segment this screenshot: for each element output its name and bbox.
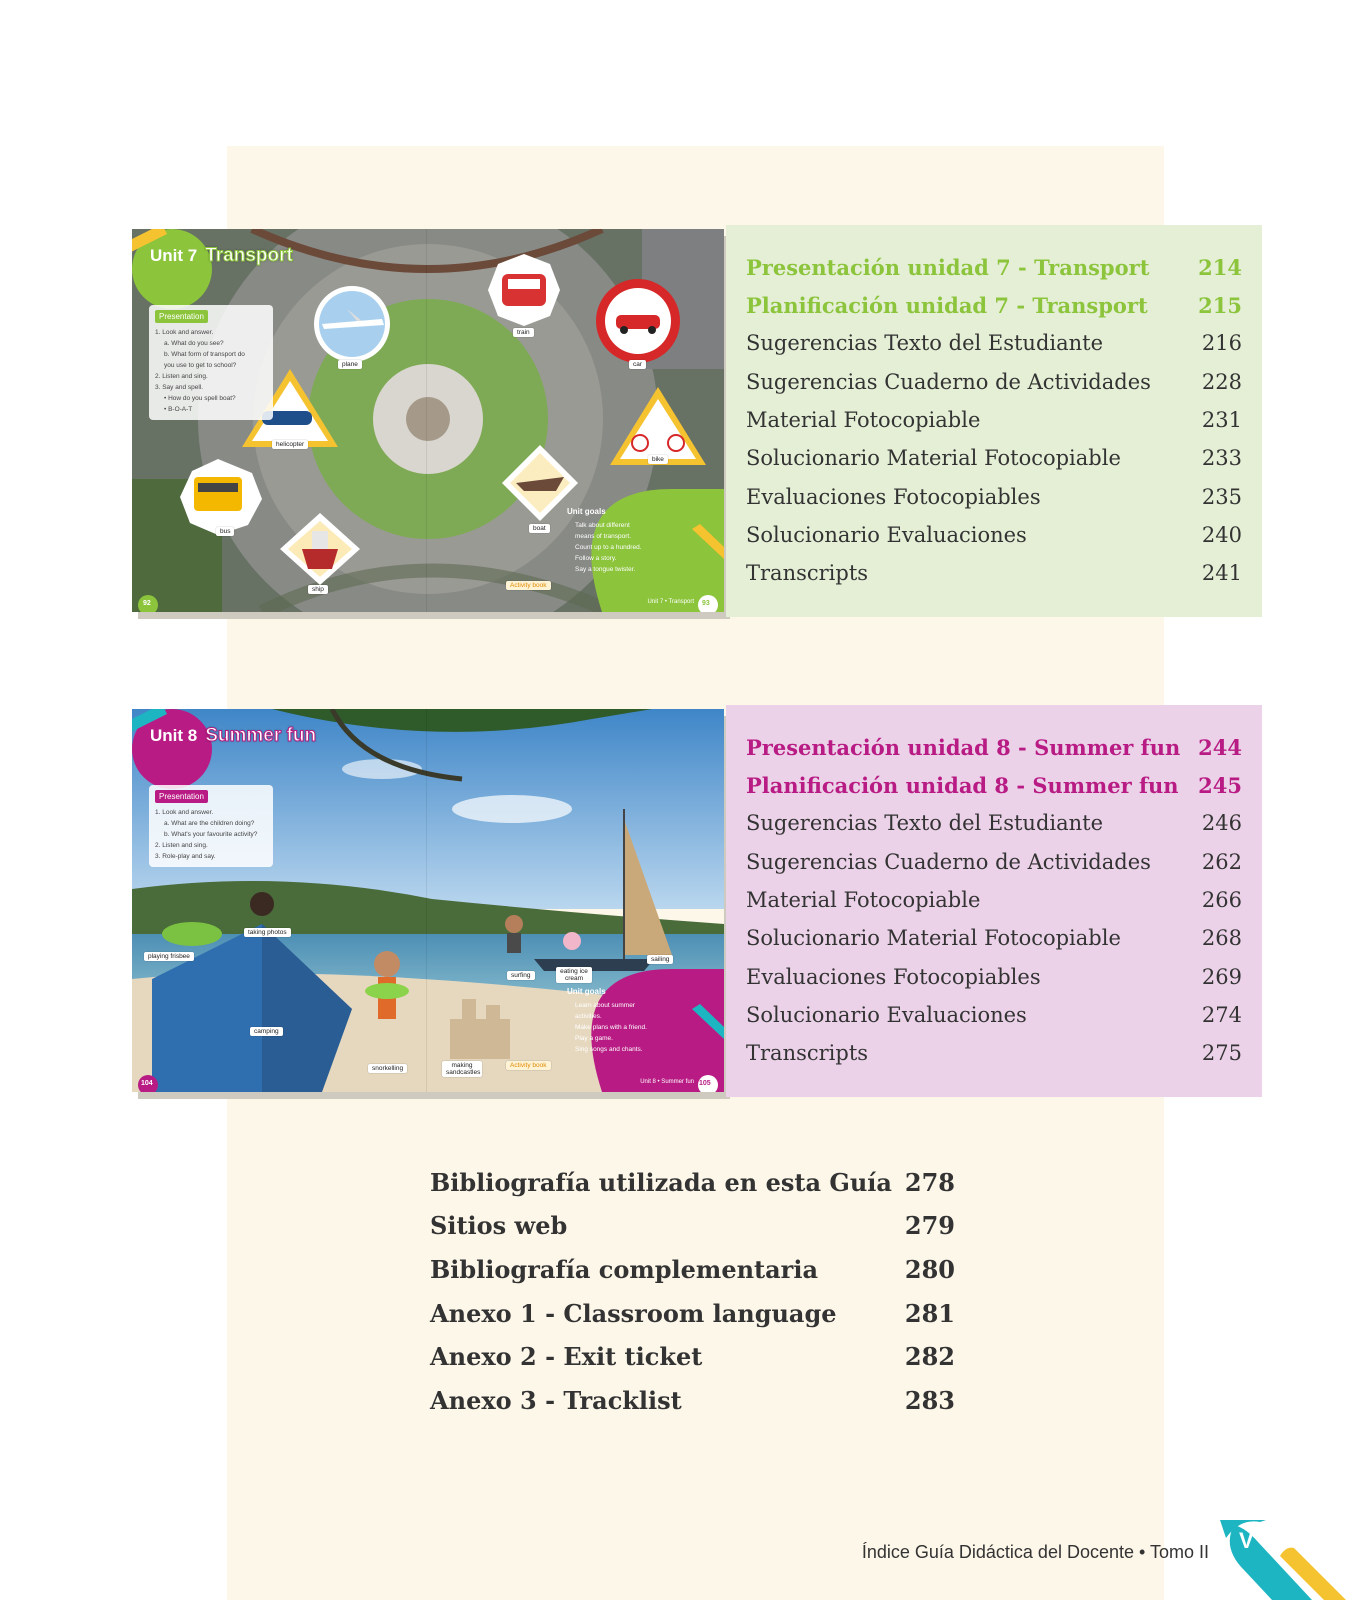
- toc-entry[interactable]: [746, 561, 1242, 591]
- page-number-tab: [1220, 1520, 1350, 1600]
- toc-entry-title: Solucionario Material Fotocopiable: [746, 926, 1121, 950]
- toc-entry-page: 266: [1201, 888, 1242, 912]
- toc-entry-page: 241: [1201, 561, 1242, 585]
- activity-label: making sandcastles: [442, 1061, 482, 1077]
- vehicle-label: train: [513, 328, 534, 337]
- goal-item: Say a tongue twister.: [575, 566, 636, 573]
- toc-entry[interactable]: [746, 1003, 1242, 1033]
- presentation-line: • B-O-A-T: [164, 406, 193, 413]
- toc-entry-title: Evaluaciones Fotocopiables: [746, 485, 1041, 509]
- toc-entry-page: 215: [1198, 293, 1242, 318]
- spread-gutter: [426, 709, 427, 1092]
- back-matter-page: 281: [904, 1299, 955, 1328]
- unit8-textbook-spread: [132, 709, 724, 1092]
- page-number-roman: V: [1239, 1528, 1254, 1553]
- toc-entry[interactable]: [746, 523, 1242, 553]
- activity-label: sailing: [647, 955, 673, 964]
- back-matter-title: Bibliografía complementaria: [430, 1255, 818, 1284]
- unit8-title: [150, 725, 316, 747]
- unit8-page-left: 104: [141, 1080, 153, 1087]
- toc-entry[interactable]: [746, 408, 1242, 438]
- toc-entry[interactable]: [746, 293, 1242, 323]
- vehicle-label: car: [629, 360, 646, 369]
- activity-label: surfing: [507, 971, 535, 980]
- back-matter-title: Bibliografía utilizada en esta Guía: [430, 1168, 892, 1197]
- toc-entry-page: 231: [1201, 408, 1242, 432]
- vehicle-label: bus: [216, 527, 234, 536]
- unit7-label: Unit 7: [150, 246, 198, 265]
- back-matter-page: 280: [904, 1255, 955, 1284]
- goal-item: Learn about summer: [575, 1002, 635, 1009]
- back-matter-title: Anexo 2 - Exit ticket: [430, 1342, 703, 1371]
- unit8-spread-footer: Unit 8 • Summer fun: [640, 1079, 694, 1085]
- goals-title: Unit goals: [567, 987, 606, 996]
- toc-entry-title: Evaluaciones Fotocopiables: [746, 965, 1041, 989]
- toc-entry-page: 274: [1201, 1003, 1242, 1027]
- toc-entry-title: Transcripts: [746, 1041, 869, 1065]
- unit7-page-left: 92: [143, 600, 151, 607]
- toc-entry-title: Transcripts: [746, 561, 869, 585]
- unit8-index-box: [726, 705, 1262, 1097]
- presentation-line: • How do you spell boat?: [164, 395, 236, 402]
- toc-entry-page: 216: [1201, 331, 1242, 355]
- presentation-line: 2. Listen and sing.: [155, 842, 208, 849]
- toc-entry-title: Sugerencias Cuaderno de Actividades: [746, 850, 1151, 874]
- back-matter-page: 279: [904, 1211, 955, 1240]
- toc-entry-title: Presentación unidad 7 - Transport: [746, 255, 1150, 280]
- toc-entry-title: Sugerencias Texto del Estudiante: [746, 811, 1104, 835]
- back-matter-title: Sitios web: [430, 1211, 568, 1240]
- toc-entry-page: 240: [1201, 523, 1242, 547]
- activity-label: camping: [250, 1027, 283, 1036]
- goal-item: activities.: [575, 1013, 602, 1020]
- unit8-page-right: 105: [699, 1080, 711, 1087]
- activity-label: eating ice cream: [556, 967, 592, 983]
- back-matter-entry[interactable]: [430, 1168, 955, 1200]
- presentation-line: 2. Listen and sing.: [155, 373, 208, 380]
- vehicle-label: plane: [338, 360, 362, 369]
- toc-entry[interactable]: [746, 773, 1242, 803]
- toc-entry-page: 228: [1201, 370, 1242, 394]
- toc-entry-title: Solucionario Evaluaciones: [746, 1003, 1027, 1027]
- toc-entry-title: Planificación unidad 7 - Transport: [746, 293, 1148, 318]
- toc-entry[interactable]: [746, 965, 1242, 995]
- toc-entry-page: 245: [1198, 773, 1242, 798]
- toc-entry-page: 262: [1201, 850, 1242, 874]
- goal-item: Talk about different: [575, 522, 630, 529]
- toc-entry-page: 275: [1201, 1041, 1242, 1065]
- toc-entry[interactable]: [746, 370, 1242, 400]
- goal-item: Sing songs and chants.: [575, 1046, 643, 1053]
- unit7-presentation-box: [149, 305, 273, 420]
- back-matter-entry[interactable]: [430, 1342, 955, 1374]
- toc-entry-title: Planificación unidad 8 - Summer fun: [746, 773, 1179, 798]
- back-matter-page: 282: [904, 1342, 955, 1371]
- goal-item: Play a game.: [575, 1035, 613, 1042]
- vehicle-label: helicopter: [272, 440, 308, 449]
- toc-entry-page: 233: [1201, 446, 1242, 470]
- back-matter-entry[interactable]: [430, 1255, 955, 1287]
- toc-entry-title: Material Fotocopiable: [746, 888, 981, 912]
- back-matter-entry[interactable]: [430, 1299, 955, 1331]
- goal-item: means of transport.: [575, 533, 631, 540]
- vehicle-label: ship: [308, 585, 328, 594]
- presentation-line: 1. Look and answer.: [155, 809, 214, 816]
- back-matter-title: Anexo 3 - Tracklist: [430, 1386, 682, 1415]
- unit8-presentation-tag: Presentation: [155, 790, 208, 803]
- unit7-presentation-tag: Presentation: [155, 310, 208, 323]
- vehicle-label: bike: [648, 455, 668, 464]
- toc-entry-title: Sugerencias Cuaderno de Actividades: [746, 370, 1151, 394]
- unit7-goals: [567, 506, 697, 575]
- toc-entry[interactable]: [746, 485, 1242, 515]
- goal-item: Make plans with a friend.: [575, 1024, 647, 1031]
- toc-entry[interactable]: [746, 811, 1242, 841]
- toc-entry-title: Solucionario Material Fotocopiable: [746, 446, 1121, 470]
- goal-item: Follow a story.: [575, 555, 617, 562]
- toc-entry-title: Presentación unidad 8 - Summer fun: [746, 735, 1181, 760]
- unit7-spread-footer: Unit 7 • Transport: [647, 599, 694, 605]
- page-footer-text: Índice Guía Didáctica del Docente • Tomo II: [861, 1542, 1209, 1562]
- unit7-textbook-spread: [132, 229, 724, 612]
- goals-title: Unit goals: [567, 507, 606, 516]
- toc-entry-title: Sugerencias Texto del Estudiante: [746, 331, 1104, 355]
- toc-entry-page: 244: [1198, 735, 1242, 760]
- back-matter-title: Anexo 1 - Classroom language: [430, 1299, 837, 1328]
- toc-entry[interactable]: [746, 850, 1242, 880]
- activity-label: taking photos: [244, 928, 291, 937]
- presentation-line: b. What form of transport do: [164, 351, 245, 358]
- spread-gutter: [426, 229, 427, 612]
- unit7-title: [150, 245, 293, 267]
- toc-entry-page: 214: [1198, 255, 1242, 280]
- toc-entry[interactable]: [746, 926, 1242, 956]
- presentation-line: you use to get to school?: [164, 362, 237, 369]
- toc-entry[interactable]: [746, 255, 1242, 285]
- unit8-goals: [567, 986, 697, 1055]
- back-matter-entry[interactable]: [430, 1211, 955, 1243]
- presentation-line: a. What are the children doing?: [164, 820, 255, 827]
- activity-label: playing frisbee: [144, 952, 194, 961]
- back-matter-entry[interactable]: [430, 1386, 955, 1418]
- toc-entry-page: 246: [1201, 811, 1242, 835]
- presentation-line: 1. Look and answer.: [155, 329, 214, 336]
- unit7-page-right: 93: [702, 600, 710, 607]
- back-matter-page: 278: [904, 1168, 955, 1197]
- unit7-name: Transport: [205, 245, 293, 266]
- unit8-name: Summer fun: [205, 725, 317, 746]
- toc-entry-page: 268: [1201, 926, 1242, 950]
- unit7-index-box: [726, 225, 1262, 617]
- toc-entry-page: 269: [1201, 965, 1242, 989]
- toc-entry-page: 235: [1201, 485, 1242, 509]
- activity-label: snorkelling: [368, 1064, 407, 1073]
- unit8-presentation-box: [149, 785, 273, 867]
- toc-entry[interactable]: [746, 1041, 1242, 1071]
- presentation-line: 3. Role-play and say.: [155, 853, 216, 860]
- toc-entry-title: Solucionario Evaluaciones: [746, 523, 1027, 547]
- goal-item: Count up to a hundred.: [575, 544, 642, 551]
- toc-entry[interactable]: [746, 735, 1242, 765]
- toc-entry-title: Material Fotocopiable: [746, 408, 981, 432]
- presentation-line: a. What do you see?: [164, 340, 224, 347]
- unit8-label: Unit 8: [150, 726, 198, 745]
- vehicle-label: boat: [529, 524, 550, 533]
- back-matter-page: 283: [904, 1386, 955, 1415]
- activity-book-badge: Activity book: [506, 581, 551, 590]
- toc-entry[interactable]: [746, 446, 1242, 476]
- presentation-line: b. What's your favourite activity?: [164, 831, 258, 838]
- toc-entry[interactable]: [746, 331, 1242, 361]
- activity-book-badge: Activity book: [506, 1061, 551, 1070]
- presentation-line: 3. Say and spell.: [155, 384, 204, 391]
- toc-entry[interactable]: [746, 888, 1242, 918]
